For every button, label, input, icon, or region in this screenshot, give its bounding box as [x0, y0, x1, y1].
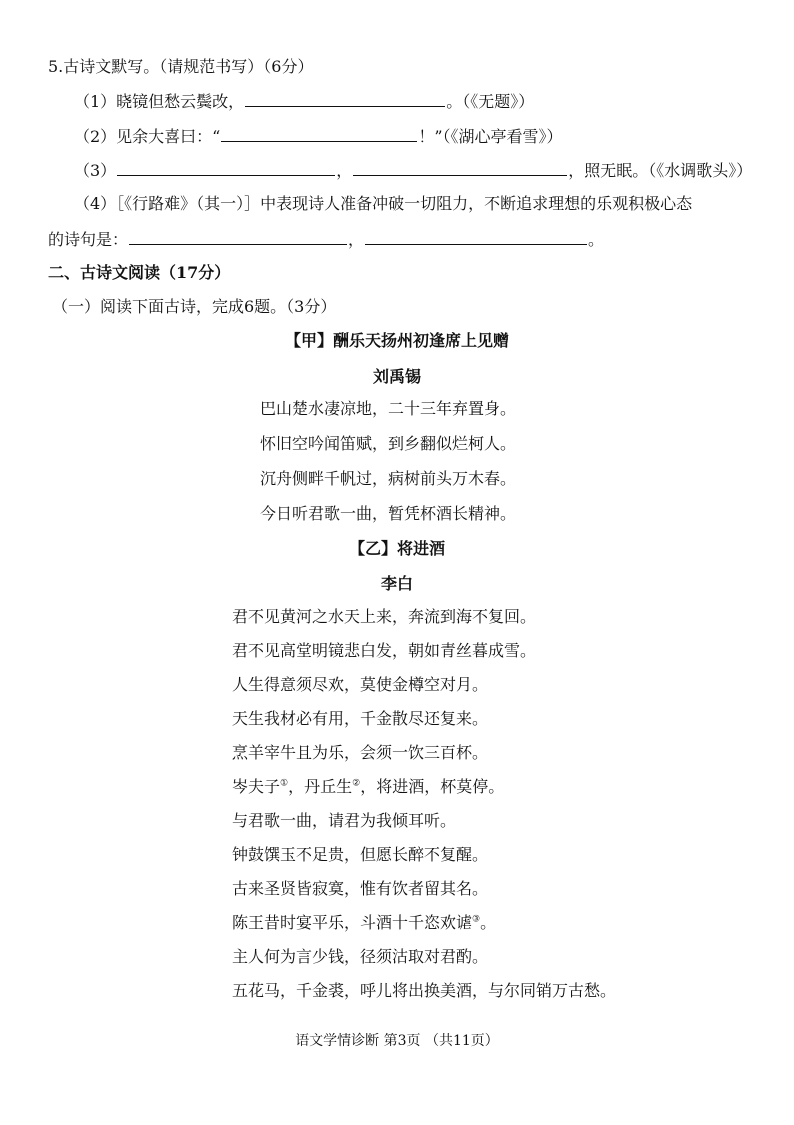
poem-b-line-with-note: [232, 912, 496, 934]
q5-item-4-mid: ，: [348, 230, 365, 249]
poem-b-line: 烹羊宰牛且为乐，会须一饮三百杯。: [232, 743, 489, 762]
answer-blank[interactable]: [365, 228, 587, 245]
poem-b-line: 钟鼓馔玉不足贵，但愿长醉不复醒。: [232, 845, 489, 864]
poem-a-line: 巴山楚水凄凉地，二十三年弃置身。: [260, 399, 517, 418]
q5-heading: 5.古诗文默写。（请规范书写）（6分）: [48, 57, 314, 76]
page-footer: 语文学情诊断 第3页 （共11页）: [295, 1033, 499, 1049]
poem-b-line: 人生得意须尽欢，莫使金樽空对月。: [232, 675, 489, 694]
poem-b-line-with-notes: [232, 776, 504, 798]
section-2-subheading: （一）阅读下面古诗，完成6题。（3分）: [52, 297, 337, 316]
poem-b-line-part: ，将进酒，杯莫停。: [360, 777, 505, 796]
poem-b-line: 古来圣贤皆寂寞，惟有饮者留其名。: [232, 879, 489, 898]
answer-blank[interactable]: [117, 159, 335, 176]
q5-item-3-suffix: ，照无眠。（《水调歌头》）: [568, 161, 753, 180]
poem-b-line: 与君歌一曲，请君为我倾耳听。: [232, 811, 457, 830]
answer-blank[interactable]: [221, 125, 417, 142]
poem-b-line-part: 陈王昔时宴平乐，斗酒十千恣欢谑: [232, 913, 473, 932]
q5-item-4-line2: [48, 228, 604, 251]
q5-item-3: [74, 159, 752, 182]
q5-item-4-suffix: 。: [588, 230, 605, 249]
q5-item-1-suffix: 。（《无题》）: [446, 92, 535, 111]
poem-b-title: 【乙】将进酒: [348, 539, 445, 558]
answer-blank[interactable]: [129, 228, 347, 245]
q5-item-4-line1: （4）［《行路难》（其一）］中表现诗人准备冲破一切阻力，不断追求理想的乐观积极心态: [74, 194, 693, 213]
poem-b-line: 君不见高堂明镜悲白发，朝如青丝暮成雪。: [232, 641, 537, 660]
q5-item-3-prefix: （3）: [74, 161, 117, 180]
poem-a-author: 刘禹锡: [372, 367, 421, 386]
footnote-marker: ②: [352, 778, 361, 789]
poem-a-title: 【甲】酬乐天扬州初逢席上见赠: [284, 331, 509, 350]
section-2-heading: 二、古诗文阅读（17分）: [48, 263, 231, 282]
answer-blank[interactable]: [245, 90, 445, 107]
poem-b-author: 李白: [380, 574, 413, 593]
q5-item-4-prefix: 的诗句是：: [48, 230, 129, 249]
poem-a-line: 怀旧空吟闻笛赋，到乡翻似烂柯人。: [260, 434, 517, 453]
poem-b-line: 天生我材必有用，千金散尽还复来。: [232, 709, 489, 728]
q5-item-1: [74, 90, 534, 113]
q5-item-3-mid: ，: [336, 161, 353, 180]
q5-item-2: [74, 125, 563, 148]
poem-b-line: 五花马，千金裘，呼儿将出换美酒，与尔同销万古愁。: [232, 981, 617, 1000]
q5-item-2-suffix: ！”（《湖心亭看雪》）: [418, 127, 563, 146]
poem-a-line: 今日听君歌一曲，暂凭杯酒长精神。: [260, 504, 517, 523]
poem-b-line-part: ，丹丘生: [288, 777, 353, 796]
poem-b-line-part: 岑夫子: [232, 777, 281, 796]
footnote-marker: ①: [280, 778, 289, 789]
q5-item-2-prefix: （2）见余大喜曰：“: [74, 127, 221, 146]
footnote-marker: ③: [472, 914, 481, 925]
q5-item-1-prefix: （1）晓镜但愁云鬓改，: [74, 92, 245, 111]
poem-b-line: 君不见黄河之水天上来，奔流到海不复回。: [232, 607, 537, 626]
poem-b-line-part: 。: [480, 913, 497, 932]
poem-b-line: 主人何为言少钱，径须沽取对君酌。: [232, 947, 489, 966]
answer-blank[interactable]: [353, 159, 567, 176]
poem-a-line: 沉舟侧畔千帆过，病树前头万木春。: [260, 469, 517, 488]
